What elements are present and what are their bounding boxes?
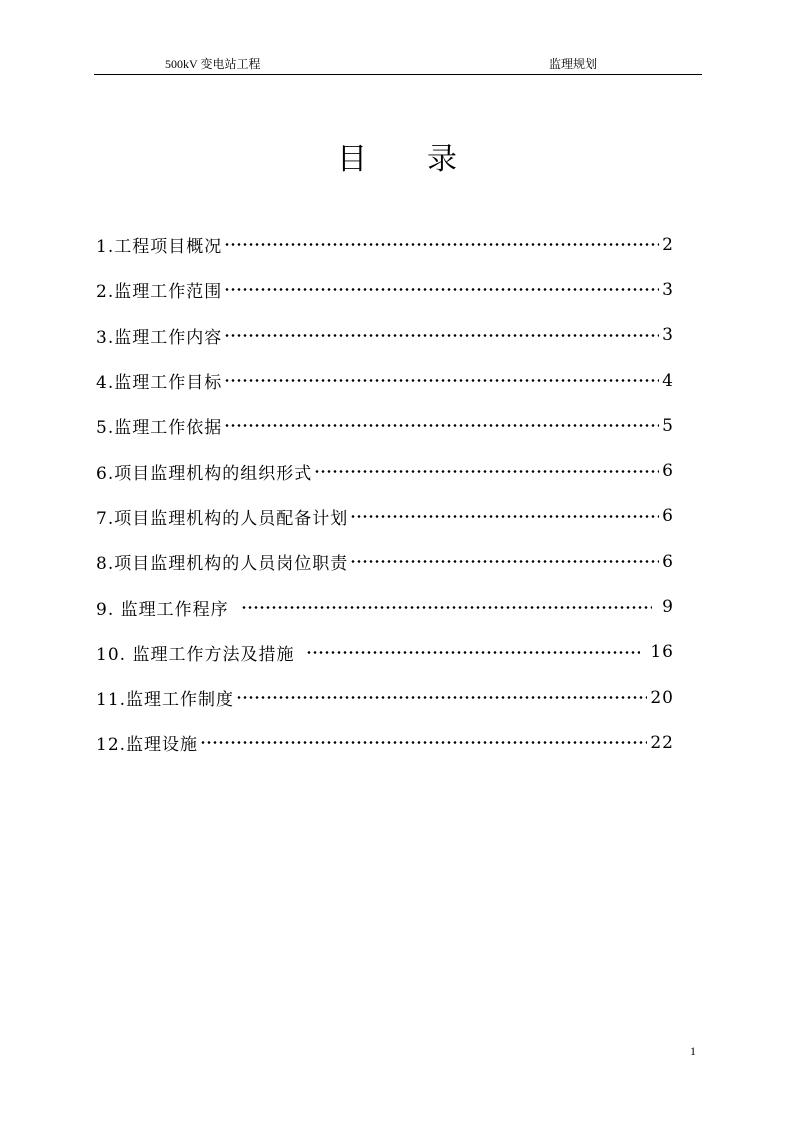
page-number: 1 bbox=[690, 1044, 696, 1058]
toc-entry-label: 6.项目监理机构的组织形式 bbox=[96, 463, 313, 484]
toc-entry-9[interactable] bbox=[96, 584, 674, 629]
toc-entry-10[interactable] bbox=[96, 630, 674, 675]
table-of-contents bbox=[96, 222, 674, 766]
toc-leader-dots bbox=[224, 379, 659, 382]
toc-leader-dots bbox=[236, 696, 647, 699]
toc-entry-4[interactable] bbox=[96, 358, 674, 403]
toc-entry-label: 3.监理工作内容 bbox=[96, 327, 223, 348]
header-project-name: 500kV 变电站工程 bbox=[165, 57, 261, 71]
toc-entry-page: 3 bbox=[662, 279, 674, 300]
toc-entry-page: 6 bbox=[662, 551, 674, 572]
toc-entry-label: 7.项目监理机构的人员配备计划 bbox=[96, 508, 349, 529]
toc-entry-page: 4 bbox=[662, 370, 674, 391]
toc-entry-7[interactable] bbox=[96, 494, 674, 539]
toc-entry-label: 1.工程项目概况 bbox=[96, 237, 223, 258]
toc-entry-page: 3 bbox=[662, 325, 674, 346]
toc-leader-dots bbox=[224, 288, 659, 291]
toc-entry-label: 9. 监理工作程序 bbox=[96, 599, 229, 620]
header-document-type: 监理规划 bbox=[549, 57, 598, 71]
toc-title-char-1: 目 bbox=[337, 142, 367, 177]
toc-entry-page: 16 bbox=[650, 642, 674, 663]
toc-entry-6[interactable] bbox=[96, 448, 674, 493]
toc-title bbox=[0, 140, 794, 180]
toc-leader-dots bbox=[200, 741, 647, 744]
toc-leader-dots bbox=[224, 334, 659, 337]
toc-leader-dots bbox=[306, 651, 640, 654]
toc-entry-label: 5.监理工作依据 bbox=[96, 418, 223, 439]
toc-entry-8[interactable] bbox=[96, 539, 674, 584]
toc-entry-page: 9 bbox=[662, 597, 674, 618]
toc-entry-page: 22 bbox=[650, 732, 674, 753]
toc-entry-label: 8.项目监理机构的人员岗位职责 bbox=[96, 554, 349, 575]
toc-entry-page: 2 bbox=[662, 234, 674, 255]
toc-leader-dots bbox=[224, 243, 659, 246]
toc-entry-label: 11.监理工作制度 bbox=[96, 690, 235, 711]
toc-entry-page: 6 bbox=[662, 506, 674, 527]
toc-leader-dots bbox=[350, 560, 659, 563]
toc-entry-label: 12.监理设施 bbox=[96, 735, 199, 756]
toc-leader-dots bbox=[350, 515, 659, 518]
toc-entry-page: 6 bbox=[662, 461, 674, 482]
toc-entry-page: 20 bbox=[650, 687, 674, 708]
toc-entry-2[interactable] bbox=[96, 267, 674, 312]
toc-entry-1[interactable] bbox=[96, 222, 674, 267]
toc-entry-label: 4.监理工作目标 bbox=[96, 373, 223, 394]
toc-entry-11[interactable] bbox=[96, 675, 674, 720]
toc-entry-label: 10. 监理工作方法及措施 bbox=[96, 644, 295, 665]
toc-leader-dots bbox=[314, 470, 659, 473]
toc-entry-5[interactable] bbox=[96, 403, 674, 448]
toc-entry-label: 2.监理工作范围 bbox=[96, 282, 223, 303]
toc-title-char-2: 录 bbox=[427, 142, 457, 177]
toc-entry-12[interactable] bbox=[96, 720, 674, 765]
page-header bbox=[94, 56, 702, 75]
toc-entry-3[interactable] bbox=[96, 313, 674, 358]
toc-leader-dots bbox=[241, 606, 653, 609]
toc-entry-page: 5 bbox=[662, 415, 674, 436]
toc-leader-dots bbox=[224, 424, 659, 427]
